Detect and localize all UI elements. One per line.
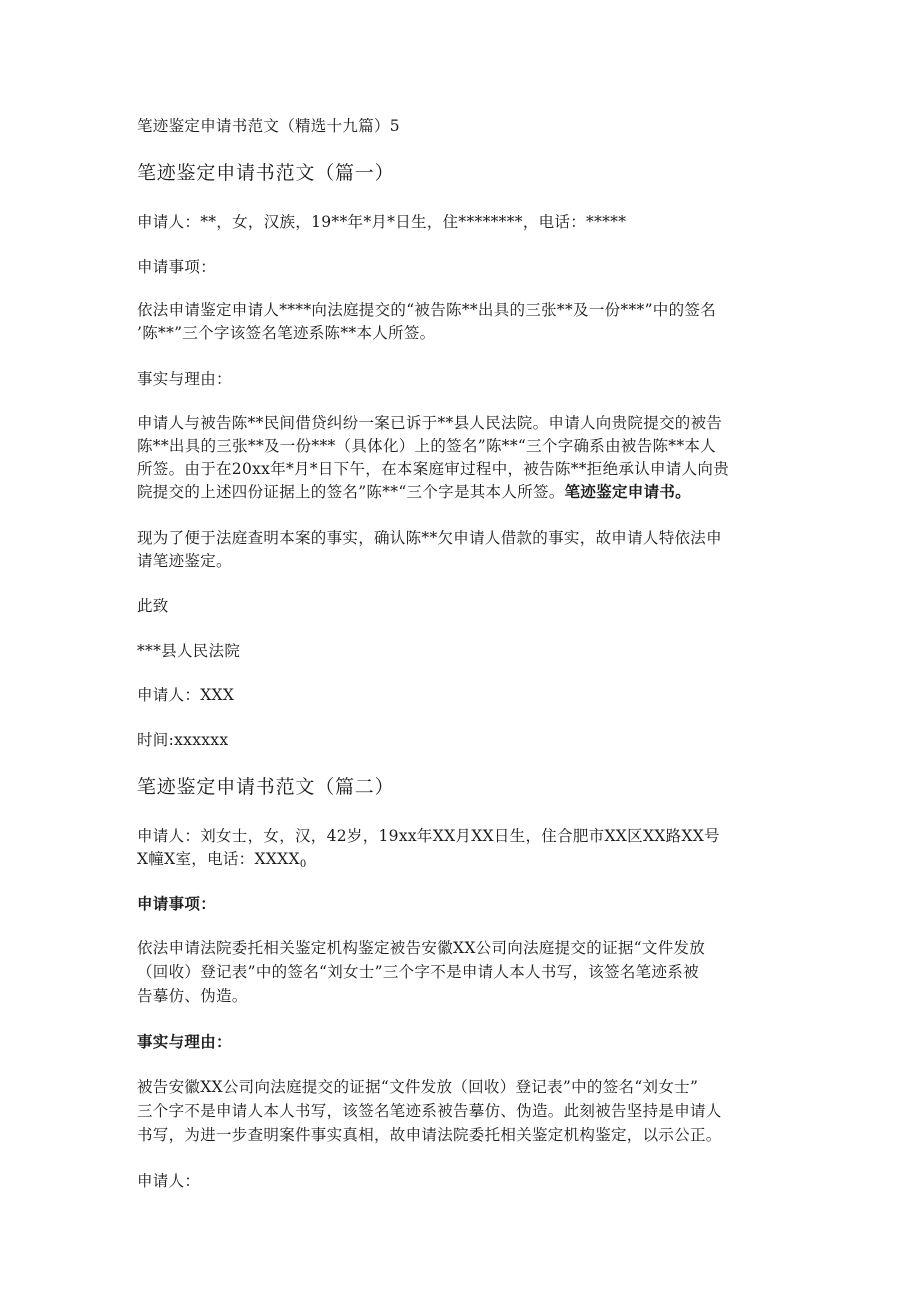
section2-request-label: 申请事项：: [137, 894, 217, 913]
section1-applicant-info: 申请人：**，女，汉族，19**年*月*日生，住********，电话：*****: [137, 213, 627, 231]
section1-request-line2: ’陈**”三个字该签名笔迹系陈**本人所签。: [137, 324, 436, 342]
section2-applicant-line1: 申请人：刘女士，女，汉，42岁，19xx年XX月XX日生，住合肥市XX区XX路XX号: [137, 827, 720, 845]
section1-facts-line4-bold: 笔迹鉴定申请书。: [564, 482, 691, 501]
section2-applicant-line2: [137, 848, 306, 876]
section1-facts-line4: [137, 481, 691, 503]
section1-facts-line1: 申请人与被告陈**民间借贷纠纷一案已诉于**县人民法院。申请人向贵院提交的被告: [137, 414, 723, 432]
section1-signer: 申请人：XXX: [137, 686, 235, 704]
section1-request-label: 申请事项：: [137, 258, 217, 276]
section1-facts-line3: 所签。由于在20xx年*月*日下午，在本案庭审过程中，被告陈**拒绝承认申请人向贵: [137, 460, 730, 478]
section2-facts-line2: 三个字不是申请人本人书写，该签名笔迹系被告摹仿、伪造。此刻被告坚持是申请人: [137, 1102, 722, 1120]
section2-request-line3: 告摹仿、伪造。: [137, 987, 248, 1005]
section2-request-line2: （回收）登记表”中的签名“刘女士”三个字不是申请人本人书写，该签名笔迹系被: [137, 963, 699, 981]
section1-date: 时间:xxxxxx: [137, 731, 229, 749]
section2-heading: 笔迹鉴定申请书范文（篇二）: [137, 776, 395, 798]
section1-facts-label: 事实与理由：: [137, 370, 232, 388]
section1-court: ***县人民法院: [137, 642, 241, 660]
section1-reason-line1: 现为了便于法庭查明本案的事实，确认陈**欠申请人借款的事实，故申请人特依法申: [137, 529, 722, 547]
section1-reason-line2: 请笔迹鉴定。: [137, 552, 232, 570]
document-title: 笔迹鉴定申请书范文（精选十九篇）5: [137, 117, 400, 135]
section2-applicant-line2-sub: 0: [299, 859, 307, 870]
section2-facts-line3: 书写，为进一步查明案件事实真相，故申请法院委托相关鉴定机构鉴定，以示公正。: [137, 1126, 722, 1144]
section1-request-line1: 依法申请鉴定申请人****向法庭提交的“被告陈**出具的三张**及一份***”中的签名: [137, 301, 716, 319]
section2-facts-line1: 被告安徽XX公司向法庭提交的证据“文件发放（回收）登记表”中的签名“刘女士”: [137, 1078, 699, 1096]
section2-applicant-line2-text: X幢X室，电话：XXXX: [137, 850, 300, 868]
section2-request-line1: 依法申请法院委托相关鉴定机构鉴定被告安徽XX公司向法庭提交的证据“文件发放: [137, 939, 706, 957]
section1-closing: 此致: [137, 597, 169, 615]
section2-signer: 申请人：: [137, 1172, 201, 1190]
section1-heading: 笔迹鉴定申请书范文（篇一）: [137, 162, 395, 184]
section1-facts-line4-text: 院提交的上述四份证据上的签名”陈**“三个字是其本人所签。: [137, 483, 565, 501]
section1-facts-line2: 陈**出具的三张**及一份***（具体化）上的签名”陈**“三个字确系由被告陈**本人: [137, 437, 716, 455]
section2-facts-label: 事实与理由：: [137, 1032, 232, 1051]
